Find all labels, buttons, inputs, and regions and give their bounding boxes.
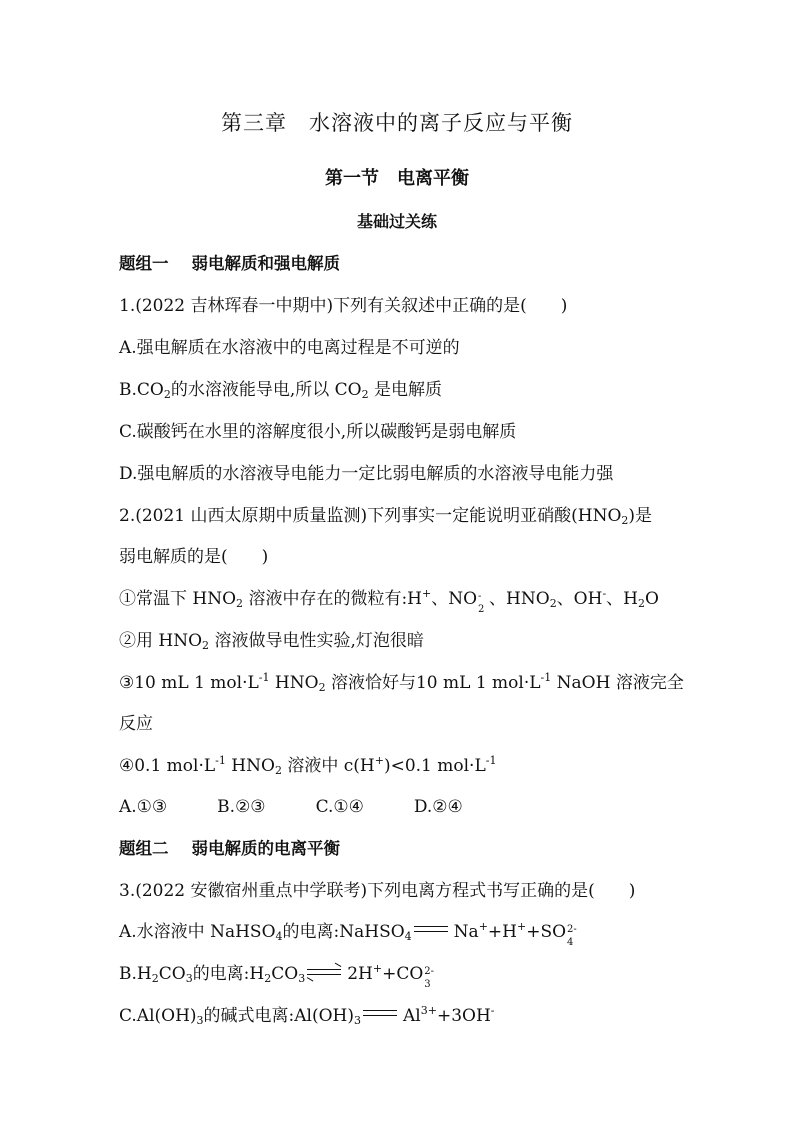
q2-option-d[interactable]: D.②④ (413, 797, 463, 817)
q3-option-a: A.水溶液中 NaHSO$_4$的电离:NaHSO$_4$ Na++H++SO 2- 4 (119, 920, 577, 948)
q2-statement-1: ①常温下 $HNO_2$ 溶液中存在的微粒有:H+、NO - 2 、$HNO_2$、OH-、$H_2O$ (119, 587, 659, 615)
group-2-label: 题组二 (119, 839, 169, 858)
q2-statement-3: ③10 mL 1 $mol\cdot L^{-1}$ $HNO_2$ 溶液恰好与10 mL 1 $mol\cdot L^{-1}$ NaOH 溶液完全 (119, 671, 684, 694)
group-2-heading (119, 838, 340, 860)
q2-options (119, 796, 513, 818)
group-1-title: 弱电解质和强电解质 (191, 254, 340, 273)
group-1-heading (119, 253, 340, 275)
q3-stem: 3.(2022 安徽宿州重点中学联考)下列电离方程式书写正确的是( ) (119, 881, 636, 901)
chapter-title: 第三章 水溶液中的离子反应与平衡 (221, 111, 573, 135)
q2-statement-4: ④0.1 $mol\cdot L^{-1}$ $HNO_2$ 溶液中 c(H+)<0.1 $mol\cdot L^{-1}$ (119, 754, 497, 777)
q2-statement-2: ②用 $HNO_2$ 溶液做导电性实验,灯泡很暗 (119, 631, 424, 652)
q1-option-a: A.强电解质在水溶液中的电离过程是不可逆的 (119, 338, 460, 358)
q2-option-c[interactable]: C.①④ (315, 797, 364, 817)
q3-option-b: $B.H_2CO_3$的电离$:H_2CO_3$ 2H++CO 2- 3 (119, 962, 435, 990)
q3-option-c: $C.Al(OH)_3$的碱式电离$:Al(OH)_3$ $Al^{3+}+3OH^-$ (119, 1004, 495, 1027)
q1-option-d: D.强电解质的水溶液导电能力一定比弱电解质的水溶液导电能力强 (119, 464, 614, 484)
q1-stem: 1.(2022 吉林珲春一中期中)下列有关叙述中正确的是( ) (119, 296, 568, 316)
q1-option-b: $B.CO_2$的水溶液能导电,所以 $CO_2$ 是电解质 (119, 380, 443, 401)
reversible-arrow-icon (307, 968, 341, 976)
group-2-title: 弱电解质的电离平衡 (191, 839, 340, 858)
q2-stem-line1: 2.(2021 山西太原期中质量监测)下列事实一定能说明亚硝酸$(HNO_2)$是 (119, 506, 653, 527)
q2-statement-3-line2: 反应 (119, 714, 153, 734)
equals-sign-icon (414, 926, 448, 933)
equals-sign-icon (363, 1010, 397, 1017)
q2-option-b[interactable]: B.②③ (217, 797, 266, 817)
q2-stem-line2: 弱电解质的是( ) (119, 547, 269, 567)
q1-option-c: C.碳酸钙在水里的溶解度很小,所以碳酸钙是弱电解质 (119, 422, 517, 442)
section-title: 第一节 电离平衡 (325, 168, 469, 189)
q2-option-a[interactable]: A.①③ (119, 797, 168, 817)
subsection-title: 基础过关练 (356, 212, 437, 231)
group-1-label: 题组一 (119, 254, 169, 273)
